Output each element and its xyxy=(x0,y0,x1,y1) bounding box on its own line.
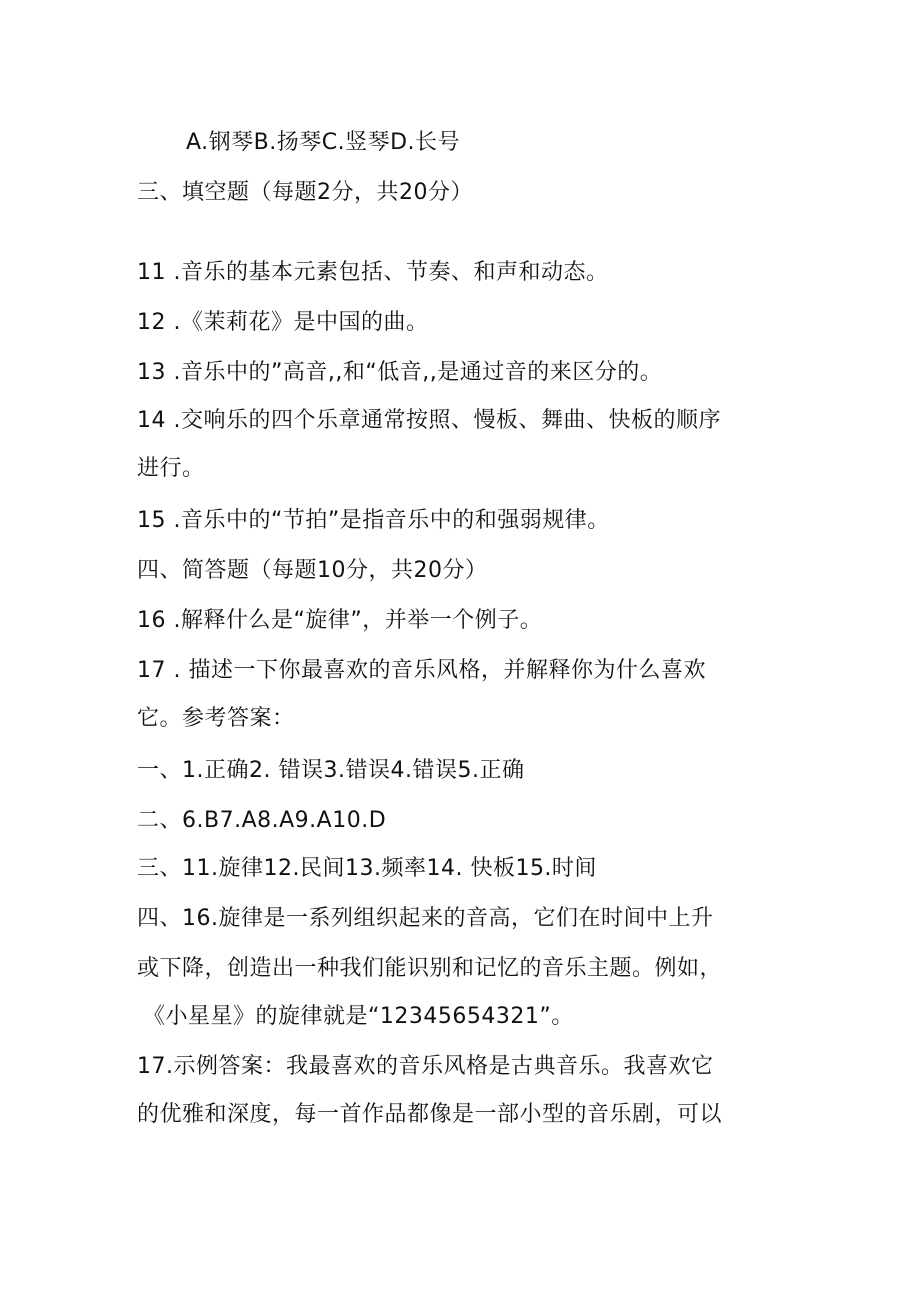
answer-section-2: 二、6.B7.A8.A9.A10.D xyxy=(137,808,387,833)
question-17-line-2: 它。参考答案： xyxy=(137,706,295,731)
answer-17-line-2: 的优雅和深度，每一首作品都像是一部小型的音乐剧，可以 xyxy=(137,1102,723,1127)
section-4-heading: 四、简答题（每题10分，共20分） xyxy=(137,558,488,583)
question-10-options: A.钢琴B.扬琴C.竖琴D.长号 xyxy=(186,130,461,155)
answer-section-3: 三、11.旋律12.民间13.频率14. 快板15.时间 xyxy=(137,856,597,881)
question-13: 13 .音乐中的”高音,,和“低音,,是通过音的来区分的。 xyxy=(137,360,663,385)
answer-16-line-3: 《小星星》的旋律就是“12345654321”。 xyxy=(143,1004,574,1029)
question-14-line-2: 进行。 xyxy=(137,456,205,481)
question-15: 15 .音乐中的“节拍”是指音乐中的和强弱规律。 xyxy=(137,508,610,533)
answer-16-line-2: 或下降，创造出一种我们能识别和记忆的音乐主题。例如， xyxy=(137,956,723,981)
answer-section-1: 一、1.正确2. 错误3.错误4.错误5.正确 xyxy=(137,758,525,783)
question-17-line-1: 17 . 描述一下你最喜欢的音乐风格，并解释你为什么喜欢 xyxy=(137,658,706,683)
question-12: 12 .《茉莉花》是中国的曲。 xyxy=(137,310,429,335)
question-14-line-1: 14 .交响乐的四个乐章通常按照、慢板、舞曲、快板的顺序 xyxy=(137,408,721,433)
question-11: 11 .音乐的基本元素包括、节奏、和声和动态。 xyxy=(137,260,609,285)
answer-17-line-1: 17.示例答案：我最喜欢的音乐风格是古典音乐。我喜欢它 xyxy=(137,1054,714,1079)
question-16: 16 .解释什么是“旋律”，并举一个例子。 xyxy=(137,608,543,633)
section-3-heading: 三、填空题（每题2分，共20分） xyxy=(137,180,473,205)
answer-16-line-1: 四、16.旋律是一系列组织起来的音高，它们在时间中上升 xyxy=(137,906,714,931)
